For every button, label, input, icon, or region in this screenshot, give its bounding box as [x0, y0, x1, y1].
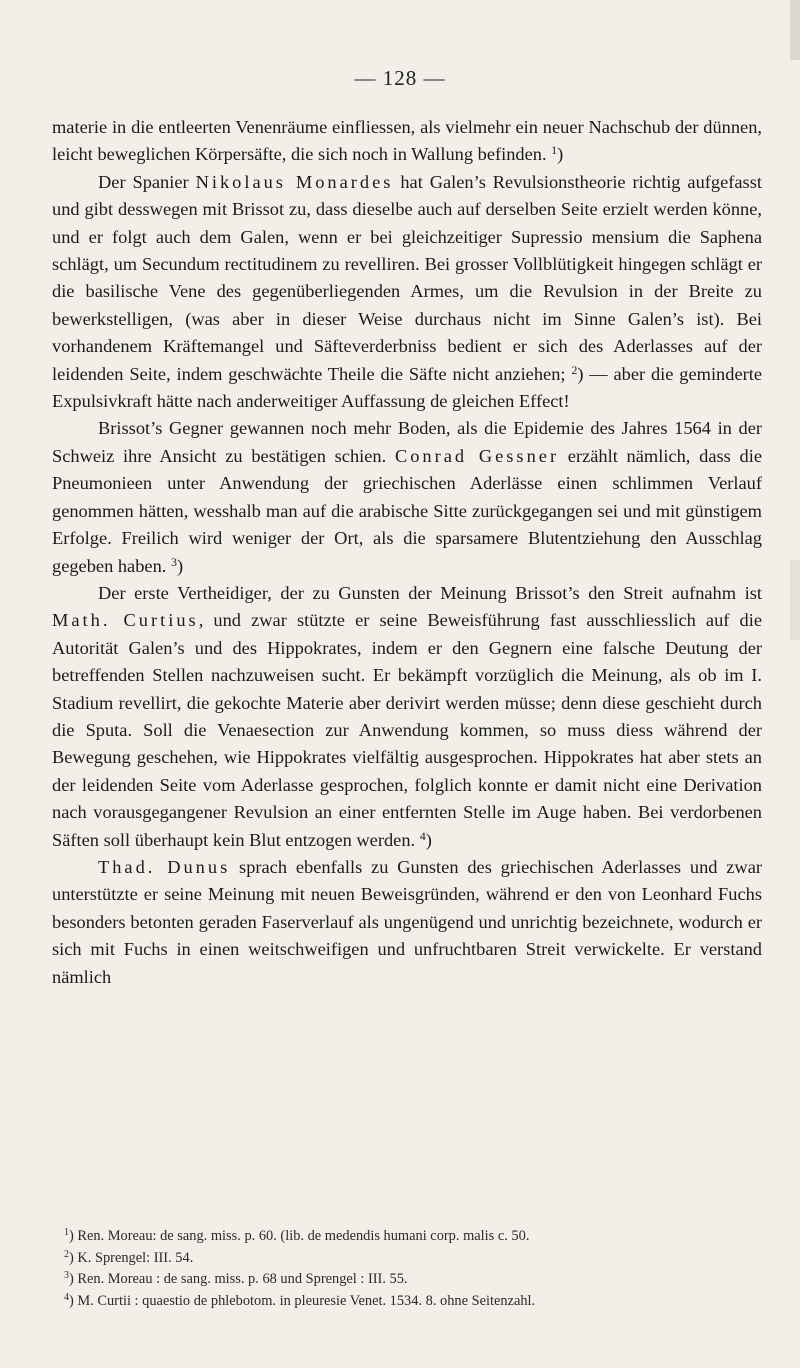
- footnotes: [64, 1226, 754, 1312]
- text-run: ): [425, 829, 432, 850]
- text-run: Der Spanier: [98, 171, 196, 192]
- text-run: , und zwar stützte er seine Beweisführung fast ausschliesslich auf die Autorität Galen’s und des Hippokrates, indem er den Gegnern eine falsche Deutung der betreffenden Stellen nachzuweisen sucht. Er bekämpft vorzüglich die Meinung, als ob im I. Stadium revellirt, die gekochte Materie aber derivirt werden müsse; denn diese geschieht durch die Sputa. Soll die Venaesection zur Anwendung kommen, so muss diess während der Bewegung geschehen, wie Hippokrates vielfältig ausgesprochen. Hippokrates hat aber stets an der leidenden Seite vom Aderlasse gesprochen, folglich konnte er damit nicht eine Derivation nach vorausgegangener Revulsion an einer entfernten Stelle im Auge haben. Bei verdorbenen Säften soll überhaupt kein Blut entzogen werden.: [52, 610, 762, 850]
- page-edge-shadow: [790, 560, 800, 640]
- footnote-ref: 4: [419, 828, 426, 843]
- paragraph: [52, 580, 762, 854]
- page-number: — 128 —: [354, 66, 446, 90]
- page-edge-shadow: [790, 0, 800, 60]
- footnote-text: ) M. Curtii : quaestio de phlebotom. in pleuresie Venet. 1534. 8. ohne Seitenzahl.: [69, 1292, 536, 1309]
- paragraph: [52, 114, 762, 169]
- text-run: hat Galen’s Revulsionstheorie richtig aufgefasst und gibt desswegen mit Brissot zu, dass dieselbe auch auf derselben Seite erzielt werden könne, und er folgt auch dem Galen, wenn er bei gleichzeitiger Supressio mensium die Saphena schlägt, um Secundum rectitudinem zu revelliren. Bei grosser Vollblütigkeit hingegen schlägt er die basilische Vene des gegenüberliegenden Armes, um die Revulsion in der Breite zu bewerkstelligen, (was aber in dieser Weise durchaus nicht im Sinne Galen’s ist). Bei vorhandenem Kräftemangel und Säfteverderbniss bedient er sich des Aderlasses auf der leidenden Seite, indem geschwächte Theile die Säfte nicht anziehen;: [52, 171, 762, 384]
- text-run: Der erste Vertheidiger, der zu Gunsten der Meinung Brissot’s den Streit aufnahm ist: [98, 582, 762, 603]
- text-run: erzählt nämlich, dass die Pneumonieen unter Anwendung der griechischen Aderlässe einen schlimmen Verlauf genommen hätten, wesshalb man auf die arabische Sitte zurückgegangen sei und mit günstigem Erfolge. Freilich wird weniger der Ort, als die sparsamere Blutentziehung den Ausschlag gegeben haben.: [52, 445, 762, 576]
- text-run: materie in die entleerten Venenräume einfliessen, als vielmehr ein neuer Nachschub der dünnen, leicht beweglichen Körpersäfte, die sich noch in Wallung befinden.: [52, 117, 762, 165]
- footnote-ref: 2: [571, 362, 578, 377]
- footnote: [64, 1269, 754, 1291]
- footnote-ref: 3: [170, 554, 177, 569]
- spaced-name: Math. Curtius: [52, 610, 199, 631]
- spaced-name: Conrad Gessner: [394, 445, 560, 466]
- spaced-name: Nikolaus Monardes: [195, 171, 394, 192]
- text-run: Brissot’s Gegner gewannen noch mehr Boden, als die Epidemie des Jahres 1564 in der Schweiz ihre Ansicht zu bestätigen schien.: [52, 418, 762, 466]
- footnote: [64, 1248, 754, 1270]
- paragraph: [52, 415, 762, 579]
- footnote-text: ) Ren. Moreau: de sang. miss. p. 60. (lib. de medendis humani corp. malis c. 50.: [69, 1228, 530, 1244]
- paragraph: [52, 854, 762, 991]
- text-run: ): [557, 144, 564, 165]
- body-text: [52, 114, 762, 991]
- footnote-mark: 4: [64, 1291, 69, 1303]
- spaced-name: Thad. Dunus: [98, 856, 231, 877]
- text-run: ): [176, 555, 184, 576]
- footnote-ref: 1: [551, 143, 558, 158]
- footnote-mark: 3: [64, 1270, 69, 1281]
- footnote-mark: 1: [64, 1227, 69, 1238]
- footnote-mark: 2: [64, 1248, 69, 1260]
- text-run: sprach ebenfalls zu Gunsten des griechischen Aderlasses und zwar unterstützte er seine Meinung mit neuen Beweisgründen, während er den von Leonhard Fuchs besonders betonten geraden Faserverlauf als ungenügend und unrichtig bezeichnete, wodurch er sich mit Fuchs in einen weitschweifigen und unfruchtbaren Streit verwickelte. Er verstand nämlich: [52, 856, 763, 987]
- paragraph: [52, 169, 762, 416]
- footnote-text: ) K. Sprengel: III. 54.: [69, 1249, 194, 1266]
- text-run: ) — aber die geminderte Expulsivkraft hätte nach anderweitiger Auffassung de gleichen Effect!: [52, 363, 762, 412]
- footnote-text: ) Ren. Moreau : de sang. miss. p. 68 und Sprengel : III. 55.: [69, 1271, 408, 1287]
- footnote: [64, 1226, 754, 1248]
- footnote: [64, 1291, 754, 1313]
